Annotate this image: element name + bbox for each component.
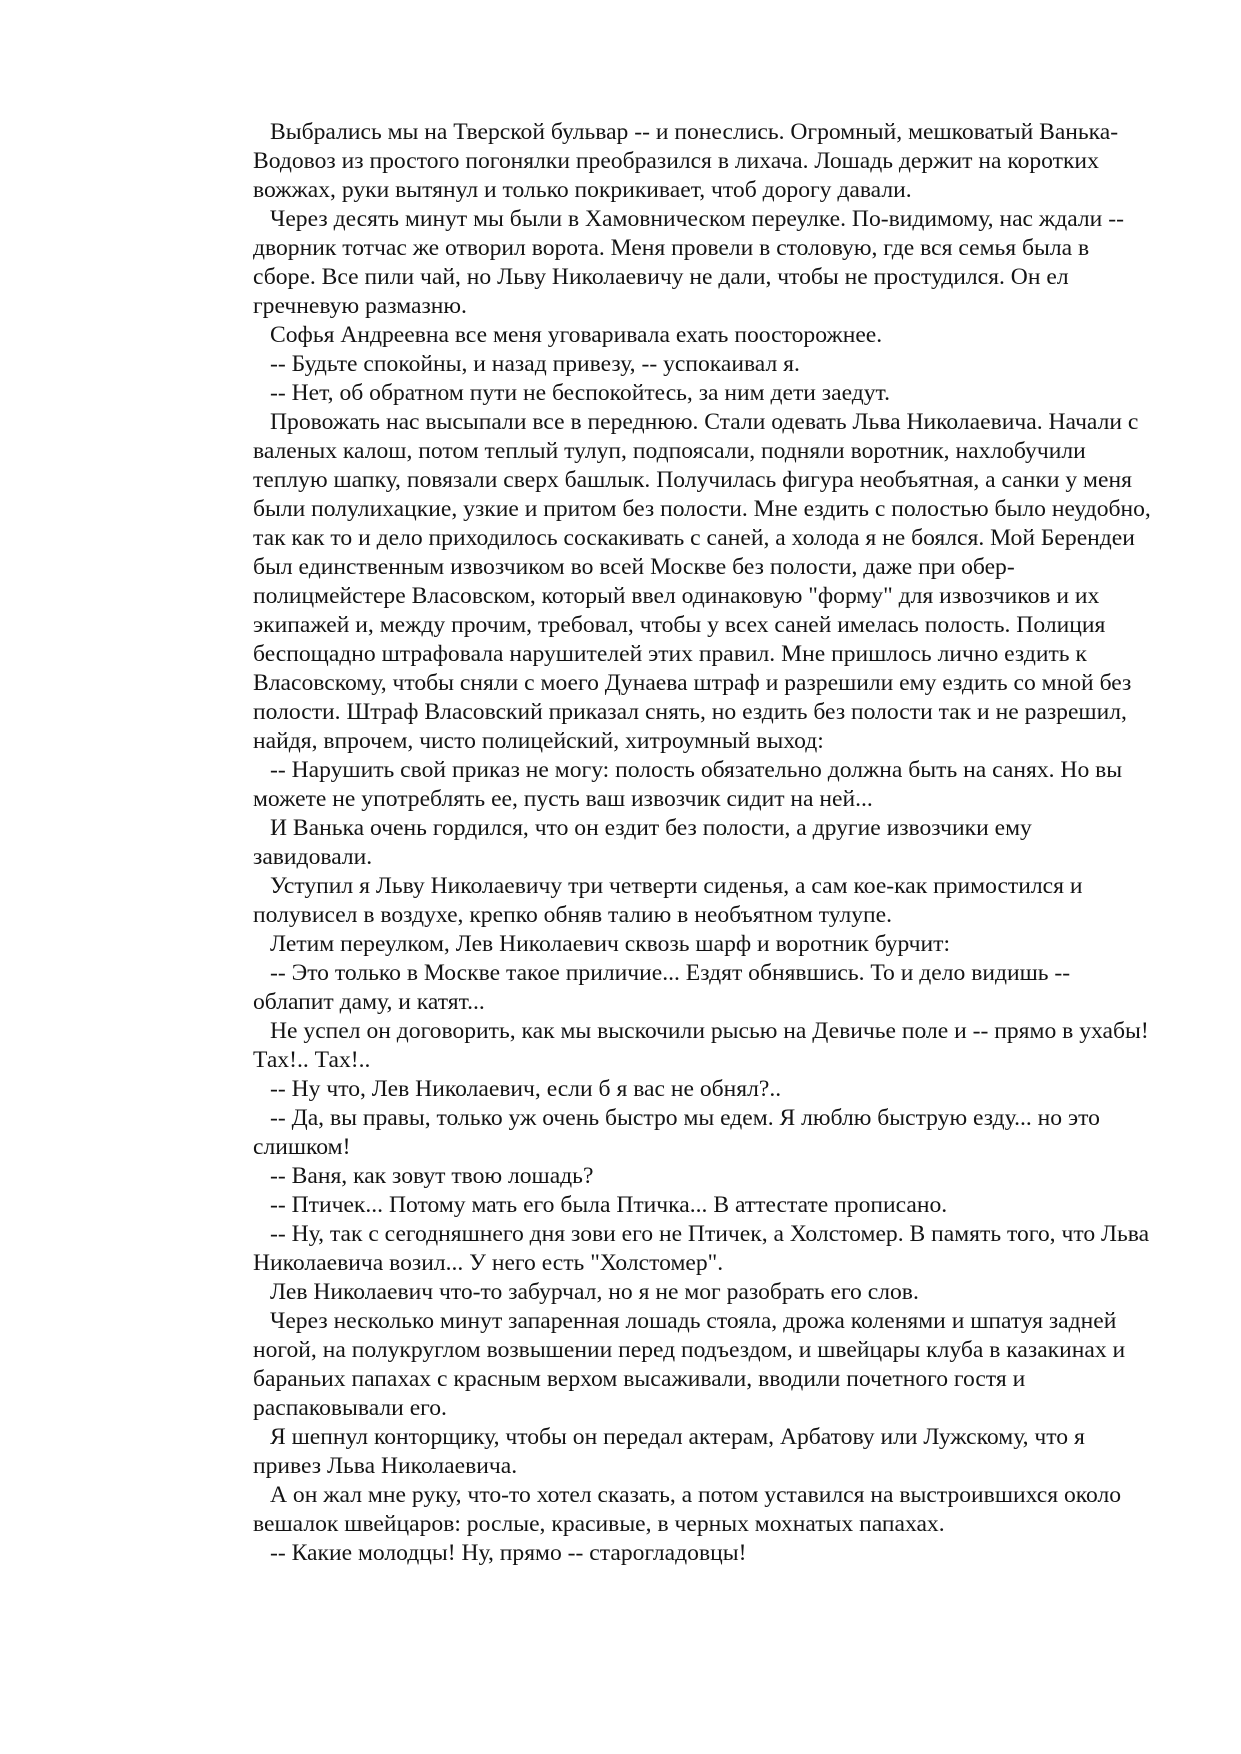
paragraph: -- Нарушить свой приказ не могу: полость обязательно должна быть на санях. Но вы можете не употреблять ее, пусть ваш извозчик сидит на ней...	[253, 757, 1123, 812]
paragraph: Софья Андреевна все меня уговаривала ехать поосторожнее.	[270, 322, 883, 348]
paragraph: -- Это только в Москве такое приличие... Ездят обнявшись. То и дело видишь -- облапит даму, и катят...	[253, 960, 1071, 1015]
paragraph: Через десять минут мы были в Хамовническом переулке. По-видимому, нас ждали -- дворник тотчас же отворил ворота. Меня провели в столовую, где вся семья была в сборе. Все пили чай, но Льву Николаевичу не дали, чтобы не простудился. Он ел гречневую размазню.	[253, 206, 1124, 319]
paragraph: А он жал мне руку, что-то хотел сказать, а потом уставился на выстроившихся около вешалок швейцаров: рослые, красивые, в черных мохнатых папахах.	[253, 1482, 1122, 1537]
paragraph: Уступил я Льву Николаевичу три четверти сиденья, а сам кое-как примостился и полувисел в воздухе, крепко обняв талию в необъятном тулупе.	[253, 873, 1083, 928]
paragraph: Не успел он договорить, как мы выскочили рысью на Девичье поле и -- прямо в ухабы! Тах!.. Тах!..	[253, 1018, 1149, 1073]
paragraph: Летим переулком, Лев Николаевич сквозь шарф и воротник бурчит:	[270, 931, 951, 957]
paragraph: Провожать нас высыпали все в переднюю. Стали одевать Льва Николаевича. Начали с валеных калош, потом теплый тулуп, подпоясали, подняли воротник, нахлобучили теплую шапку, повязали сверх башлык. Получилась фигура необъятная, а санки у меня были полулихацкие, узкие и притом без полости. Мне ездить с полостью было неудобно, так как то и дело приходилось соскакивать с саней, а холода я не боялся. Мой Берендеи был единственным извозчиком во всей Москве без полости, даже при обер-полицмейстере Власовском, который ввел одинаковую "форму" для извозчиков и их экипажей и, между прочим, требовал, чтобы у всех саней имелась полость. Полиция беспощадно штрафовала нарушителей этих правил. Мне пришлось лично ездить к Власовскому, чтобы сняли с моего Дунаева штраф и разрешили ему ездить со мной без полости. Штраф Власовский приказал снять, но ездить без полости так и не разрешил, найдя, впрочем, чисто полицейский, хитроумный выход:	[253, 409, 1151, 754]
paragraph: Выбрались мы на Тверской бульвар -- и понеслись. Огромный, мешковатый Ванька-Водовоз из простого погонялки преобразился в лихача. Лошадь держит на коротких вожжах, руки вытянул и только покрикивает, чтоб дорогу давали.	[253, 119, 1119, 203]
paragraph: Лев Николаевич что-то забурчал, но я не мог разобрать его слов.	[270, 1279, 919, 1305]
paragraph: -- Ну, так с сегодняшнего дня зови его не Птичек, а Холстомер. В память того, что Льва Николаевича возил... У него есть "Холстомер".	[253, 1221, 1150, 1276]
paragraph: Через несколько минут запаренная лошадь стояла, дрожа коленями и шпатуя задней ногой, на полукруглом возвышении перед подъездом, и швейцары клуба в казакинах и бараньих папахах с красным верхом высаживали, вводили почетного гостя и распаковывали его.	[253, 1308, 1126, 1421]
paragraph: И Ванька очень гордился, что он ездит без полости, а другие извозчики ему завидовали.	[253, 815, 1032, 870]
paragraph: Я шепнул конторщику, чтобы он передал актерам, Арбатову или Лужскому, что я привез Льва Николаевича.	[253, 1424, 1085, 1479]
paragraph: -- Нет, об обратном пути не беспокойтесь, за ним дети заедут.	[270, 380, 890, 406]
document-page	[253, 118, 1153, 1568]
paragraph: -- Птичек... Потому мать его была Птичка... В аттестате прописано.	[270, 1192, 948, 1218]
paragraph: -- Ну что, Лев Николаевич, если б я вас не обнял?..	[270, 1076, 782, 1102]
paragraph: -- Да, вы правы, только уж очень быстро мы едем. Я люблю быструю езду... но это слишком!	[253, 1105, 1100, 1160]
paragraph: -- Будьте спокойны, и назад привезу, -- успокаивал я.	[270, 351, 800, 377]
paragraph: -- Какие молодцы! Ну, прямо -- старогладовцы!	[270, 1540, 747, 1566]
paragraph: -- Ваня, как зовут твою лошадь?	[270, 1163, 594, 1189]
